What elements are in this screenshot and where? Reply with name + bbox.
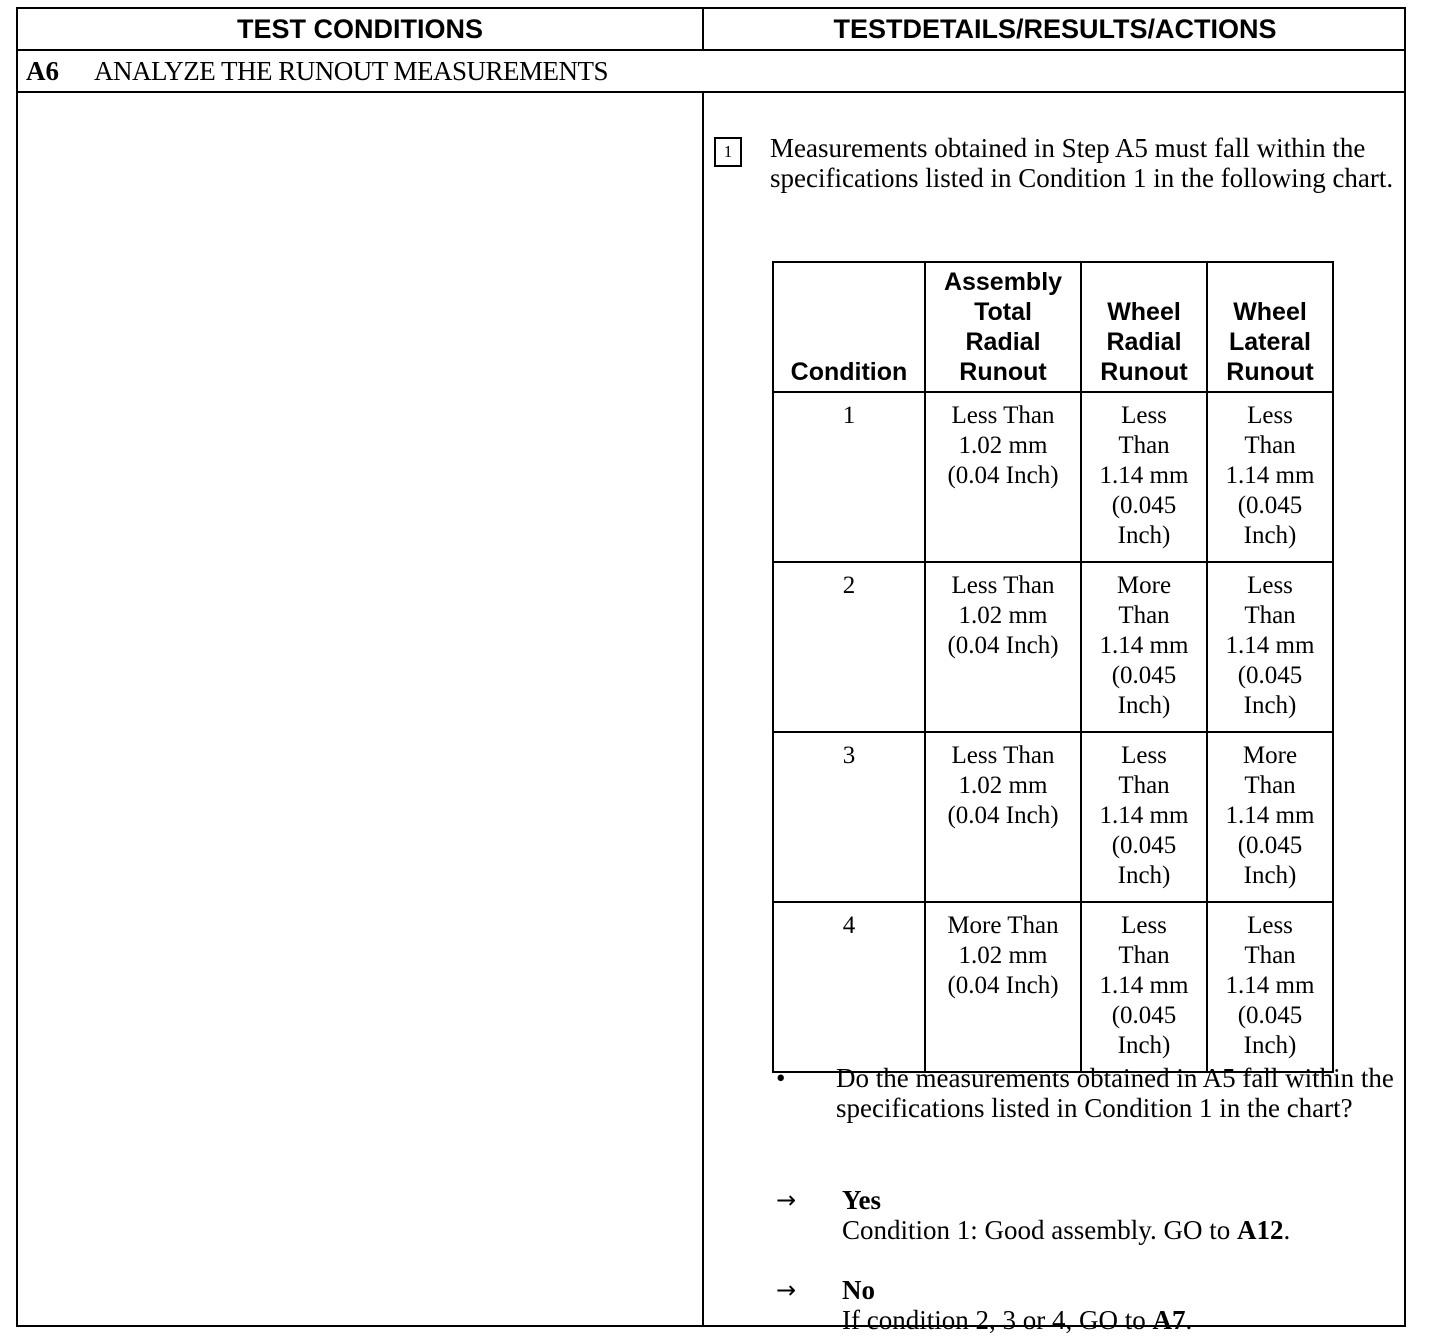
cell-line: More Than [947, 912, 1059, 939]
cell-line: (0.045 [1237, 832, 1303, 859]
cell-line: Inch) [1117, 862, 1171, 889]
question-text: Do the measurements obtained in A5 fall within the specifications listed in Condition 1 in the chart? [836, 1063, 1394, 1123]
table-header-row [773, 262, 1333, 392]
cell-line: Than [1244, 942, 1296, 969]
answer-no-text [842, 1305, 1402, 1335]
cell-line: 1.14 mm [1099, 802, 1189, 829]
col-header-condition [773, 262, 925, 392]
intro-text: Measurements obtained in Step A5 must fall within the specifications listed in Condition 1 in the following chart. [770, 133, 1394, 193]
cell-wheel-radial [1081, 902, 1207, 1072]
cell-line: Than [1118, 772, 1170, 799]
cell-line: Than [1244, 432, 1296, 459]
step-ref-a12: A12 [1237, 1215, 1284, 1245]
details-column [704, 93, 1406, 1335]
cell-line: Inch) [1243, 692, 1297, 719]
cell-line: Less [1121, 742, 1167, 769]
col-header-condition-text: Condition [790, 358, 908, 386]
step-title: ANALYZE THE RUNOUT MEASUREMENTS [94, 56, 609, 86]
cell-line: 1.14 mm [1225, 632, 1315, 659]
cell-line: Inch) [1243, 862, 1297, 889]
answer-no-body [842, 1275, 1402, 1335]
cell-wheel-lateral [1207, 902, 1333, 1072]
cell-assembly [925, 902, 1081, 1072]
cell-line: Less [1247, 572, 1293, 599]
cell-wheel-lateral [1207, 732, 1333, 902]
cell-line: Inch) [1243, 1032, 1297, 1059]
col-header-text: Radial [1106, 328, 1182, 356]
cell-line: More [1242, 742, 1298, 769]
cell-line: (0.045 [1111, 832, 1177, 859]
answer-yes-label: Yes [842, 1185, 881, 1215]
cell-condition: 1 [773, 392, 925, 562]
cell-condition: 3 [773, 732, 925, 902]
procedure-page [16, 7, 1406, 1335]
cell-assembly [925, 392, 1081, 562]
cell-wheel-lateral [1207, 392, 1333, 562]
cell-line: 1.02 mm [958, 772, 1048, 799]
arrow-right-icon: → [776, 1186, 797, 1214]
cell-line: Less Than [951, 402, 1055, 429]
cell-line: (0.045 [1237, 1002, 1303, 1029]
cell-line: 1.14 mm [1225, 972, 1315, 999]
cell-line: Less [1121, 912, 1167, 939]
header-test-details: TESTDETAILS/RESULTS/ACTIONS [833, 14, 1277, 44]
arrow-right-icon: → [776, 1276, 797, 1304]
cell-line: Less [1247, 402, 1293, 429]
cell-line: 1.02 mm [958, 602, 1048, 629]
cell-line: Than [1118, 942, 1170, 969]
answer-no-label: No [842, 1275, 875, 1305]
table-row [773, 732, 1333, 902]
answer-yes-text [842, 1215, 1402, 1245]
cell-line: Than [1244, 602, 1296, 629]
cell-line: Than [1118, 432, 1170, 459]
cell-line: 1.14 mm [1225, 802, 1315, 829]
cell-line: Less Than [951, 742, 1055, 769]
cell-line: 1.02 mm [958, 432, 1048, 459]
table-row [773, 392, 1333, 562]
answer-yes-instruction: Condition 1: Good assembly. GO to [842, 1215, 1237, 1245]
bullet-icon: • [776, 1063, 786, 1093]
col-header-assembly [925, 262, 1081, 392]
step-number: A6 [26, 56, 59, 86]
cell-line: 1.14 mm [1099, 462, 1189, 489]
cell-assembly [925, 732, 1081, 902]
cell-line: More [1116, 572, 1172, 599]
cell-line: (0.04 Inch) [947, 632, 1059, 659]
col-header-text: Runout [1226, 358, 1314, 386]
cell-line: Than [1244, 772, 1296, 799]
answer-no-instruction: If condition 2, 3 or 4, GO to [842, 1305, 1153, 1335]
cell-line: (0.045 [1111, 662, 1177, 689]
col-header-text: Runout [959, 358, 1047, 386]
answer-yes-end: . [1283, 1215, 1291, 1245]
cell-condition: 4 [773, 902, 925, 1072]
answer-no-end: . [1185, 1305, 1193, 1335]
col-header-text: Total [974, 298, 1032, 326]
col-header-text: Wheel [1107, 298, 1181, 326]
col-header-text: Assembly [943, 268, 1063, 296]
cell-line: (0.045 [1111, 492, 1177, 519]
cell-line: 1.14 mm [1225, 462, 1315, 489]
cell-line: Inch) [1117, 522, 1171, 549]
col-header-text: Radial [965, 328, 1041, 356]
col-header-wheel-lateral [1207, 262, 1333, 392]
cell-line: Less Than [951, 572, 1055, 599]
cell-line: Inch) [1117, 1032, 1171, 1059]
cell-line: (0.04 Inch) [947, 462, 1059, 489]
runout-spec-table [772, 261, 1334, 1073]
cell-line: Than [1118, 602, 1170, 629]
cell-wheel-radial [1081, 392, 1207, 562]
cell-line: 1.02 mm [958, 942, 1048, 969]
col-header-text: Runout [1100, 358, 1188, 386]
cell-line: (0.04 Inch) [947, 802, 1059, 829]
answer-yes-body [842, 1185, 1402, 1245]
cell-line: (0.045 [1237, 492, 1303, 519]
cell-line: (0.045 [1237, 662, 1303, 689]
cell-line: (0.045 [1111, 1002, 1177, 1029]
step-ref-a7: A7 [1152, 1305, 1186, 1335]
header-row [18, 9, 1404, 51]
header-test-conditions: TEST CONDITIONS [18, 9, 704, 49]
col-header-text: Wheel [1233, 298, 1307, 326]
cell-line: Inch) [1243, 522, 1297, 549]
cell-wheel-lateral [1207, 562, 1333, 732]
item-number-box: 1 [714, 137, 742, 167]
cell-line: Less [1121, 402, 1167, 429]
col-header-text: Lateral [1229, 328, 1311, 356]
cell-assembly [925, 562, 1081, 732]
cell-condition: 2 [773, 562, 925, 732]
step-row [18, 51, 1404, 93]
cell-line: 1.14 mm [1099, 972, 1189, 999]
cell-wheel-radial [1081, 562, 1207, 732]
cell-wheel-radial [1081, 732, 1207, 902]
col-header-wheel-radial [1081, 262, 1207, 392]
cell-line: 1.14 mm [1099, 632, 1189, 659]
table-row [773, 902, 1333, 1072]
table-row [773, 562, 1333, 732]
cell-line: Less [1247, 912, 1293, 939]
cell-line: (0.04 Inch) [947, 972, 1059, 999]
cell-line: Inch) [1117, 692, 1171, 719]
